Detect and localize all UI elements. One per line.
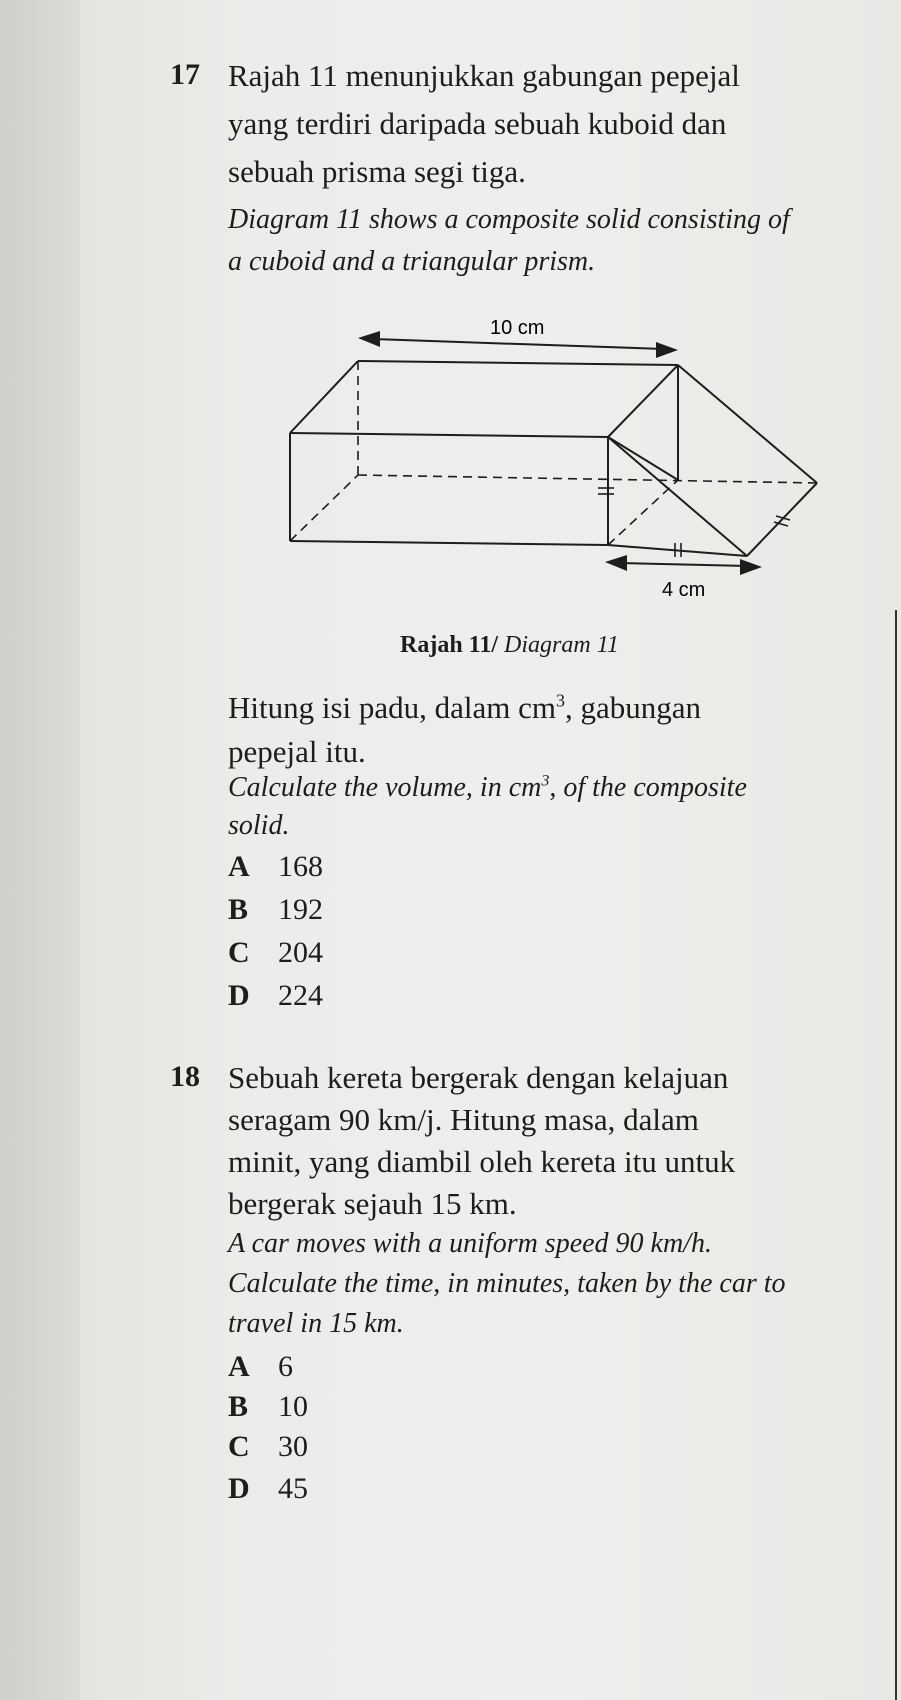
q18-option-d[interactable]: D 45 — [228, 1472, 308, 1505]
q17-ask-english-1: Calculate the volume, in $cm^3$, of the composite — [228, 772, 747, 803]
composite-solid-diagram — [0, 0, 901, 620]
caption-malay: Rajah 11/ — [400, 632, 499, 658]
q18-malay-line-4: bergerak sejauh 15 km. — [228, 1186, 517, 1221]
q18-malay-line-1: Sebuah kereta bergerak dengan kelajuan — [228, 1060, 729, 1095]
q17-malay-line-3: sebuah prisma segi tiga. — [228, 154, 526, 189]
q17-option-d[interactable]: D 224 — [228, 979, 323, 1012]
q17-option-c[interactable]: C 204 — [228, 936, 323, 969]
q18-english-line-1: A car moves with a uniform speed 90 km/h. — [228, 1228, 712, 1259]
q17-english-line-1: Diagram 11 shows a composite solid consisting of — [228, 204, 790, 235]
q18-option-c[interactable]: C 30 — [228, 1430, 308, 1463]
q18-option-a[interactable]: A 6 — [228, 1350, 293, 1383]
q18-number: 18 — [170, 1060, 200, 1093]
caption-english: Diagram 11 — [504, 632, 619, 658]
q18-option-b[interactable]: B 10 — [228, 1390, 308, 1423]
right-margin-rule — [895, 610, 897, 1700]
bottom-dimension-label: 4 cm — [662, 579, 706, 601]
q18-english-line-3: travel in 15 km. — [228, 1308, 404, 1339]
q17-number: 17 — [170, 58, 200, 91]
q17-option-a[interactable]: A 168 — [228, 850, 323, 883]
q17-ask-malay-1: Hitung isi padu, dalam $cm^3$, gabungan — [228, 690, 702, 725]
q17-malay-line-2: yang terdiri daripada sebuah kuboid dan — [228, 106, 727, 141]
q17-ask-english-2: solid. — [228, 810, 290, 841]
top-dimension-label: 10 cm — [490, 317, 545, 339]
q18-english-line-2: Calculate the time, in minutes, taken by the car to — [228, 1268, 786, 1299]
diagram-caption — [400, 632, 619, 659]
q17-english-line-2: a cuboid and a triangular prism. — [228, 246, 596, 277]
q17-malay-line-1: Rajah 11 menunjukkan gabungan pepejal — [228, 58, 740, 93]
q17-ask-malay-2: pepejal itu. — [228, 734, 366, 769]
q17-option-b[interactable]: B 192 — [228, 893, 323, 926]
q18-malay-line-2: seragam 90 km/j. Hitung masa, dalam — [228, 1102, 699, 1137]
q18-malay-line-3: minit, yang diambil oleh kereta itu untuk — [228, 1144, 736, 1179]
